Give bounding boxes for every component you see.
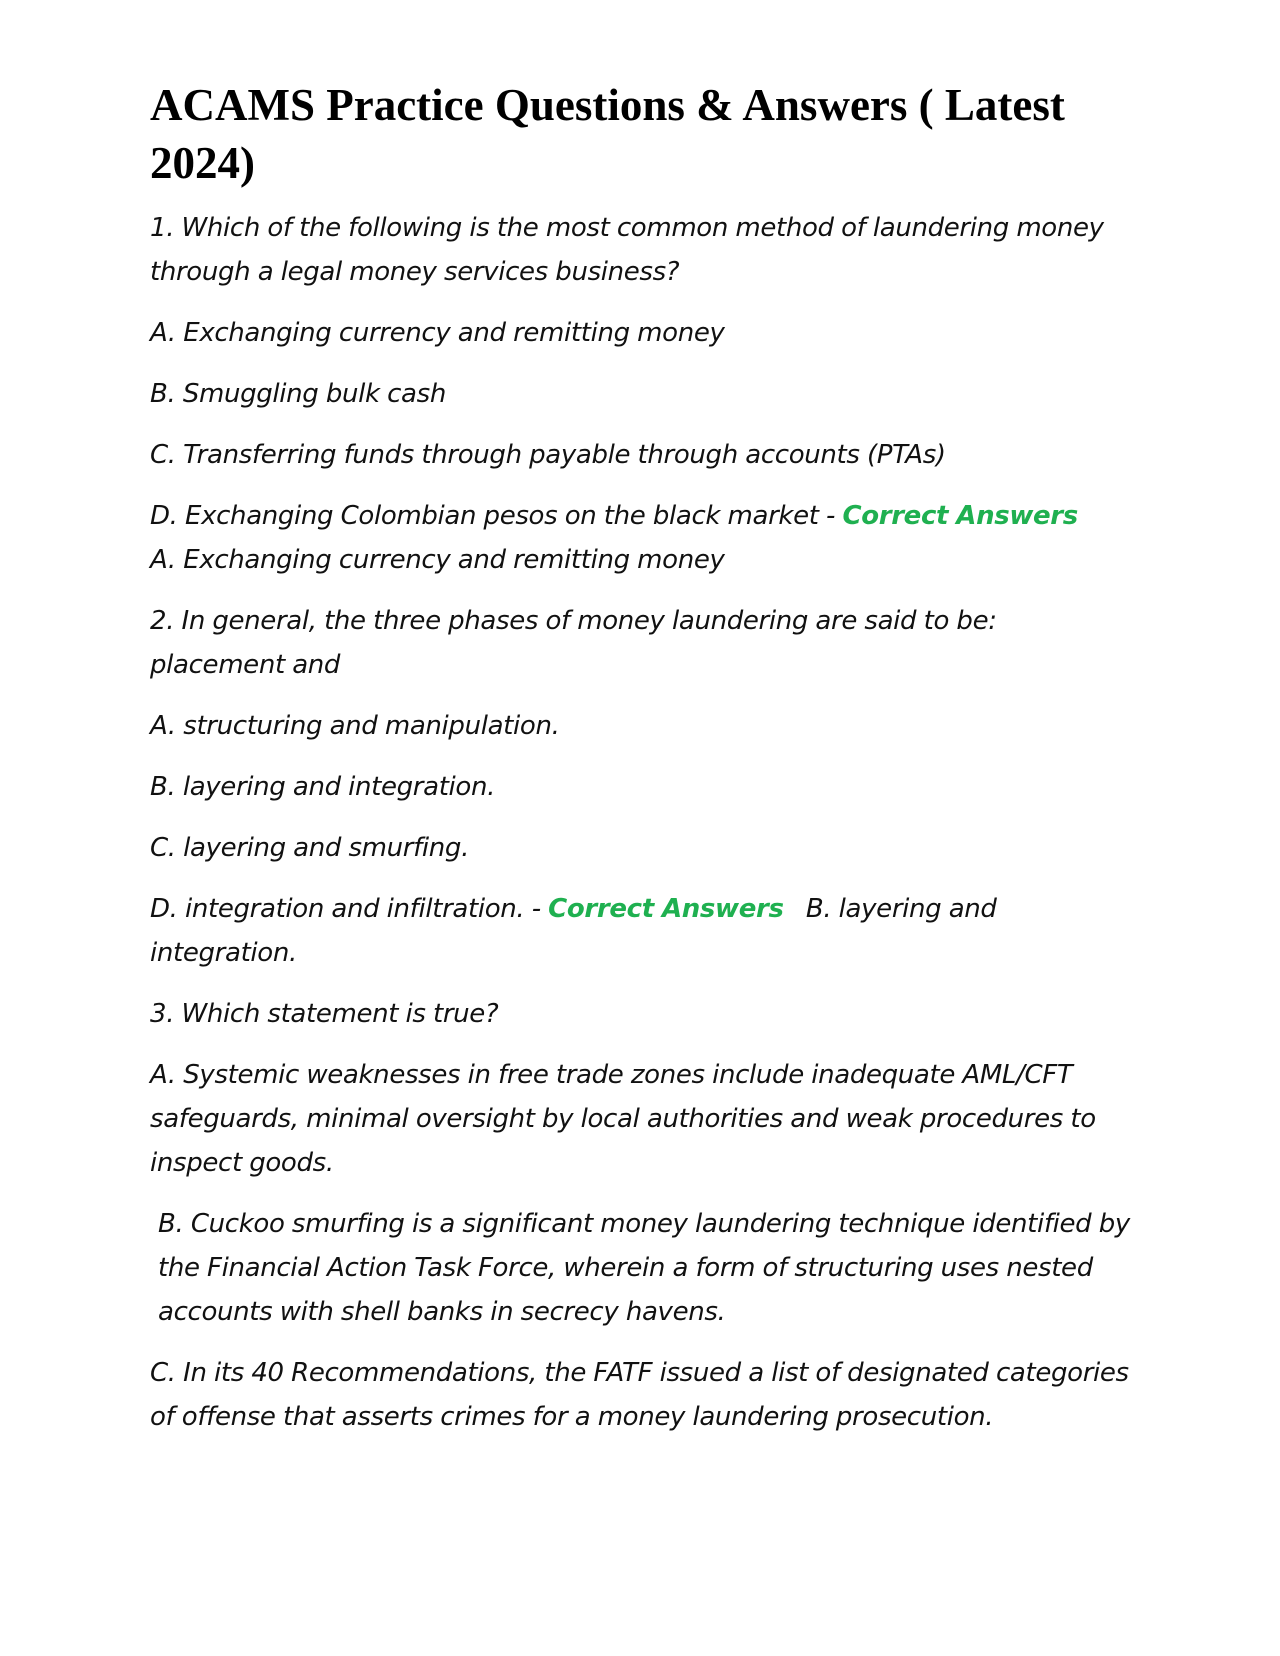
q1-option-a: A. Exchanging currency and remitting money <box>150 318 725 348</box>
q3-option-b: B. Cuckoo smurfing is a significant money laundering technique identified by the Financial Action Task Force, wherein a form of structuring uses nested accounts with shell banks in secrecy havens. <box>158 1209 1130 1327</box>
q1-answer: A. Exchanging currency and remitting money <box>150 545 725 575</box>
q3-option-c: C. In its 40 Recommendations, the FATF issued a list of designated categories of offense that asserts crimes for a money laundering prosecution. <box>150 1358 1129 1432</box>
question-1: 1. Which of the following is the most common method of laundering money through a legal money services business? <box>150 213 1104 287</box>
q1-option-c: C. Transferring funds through payable through accounts (PTAs) <box>150 440 946 470</box>
q1-option-d <box>150 494 1130 582</box>
q1-option-d-text: D. Exchanging Colombian pesos on the black market - <box>150 501 843 531</box>
document-title: ACAMS Practice Questions & Answers ( Latest 2024) <box>150 80 1065 188</box>
question-2: 2. In general, the three phases of money laundering are said to be: placement and <box>150 606 997 680</box>
q2-option-d <box>150 887 1130 975</box>
q2-option-d-text: D. integration and infiltration. - <box>150 894 549 924</box>
q2-answer: B. layering and integration. <box>150 894 997 968</box>
q2-correct-label: Correct Answers <box>548 894 784 924</box>
q3-option-a: A. Systemic weaknesses in free trade zones include inadequate AML/CFT safeguards, minimal oversight by local authorities and weak procedures to inspect goods. <box>150 1060 1096 1178</box>
q1-correct-label: Correct Answers <box>842 501 1078 531</box>
document-page <box>150 70 1130 1456</box>
question-3: 3. Which statement is true? <box>150 999 499 1029</box>
q2-option-c: C. layering and smurfing. <box>150 833 469 863</box>
q1-option-b: B. Smuggling bulk cash <box>150 379 446 409</box>
q2-option-b: B. layering and integration. <box>150 772 496 802</box>
q2-option-a: A. structuring and manipulation. <box>150 711 560 741</box>
